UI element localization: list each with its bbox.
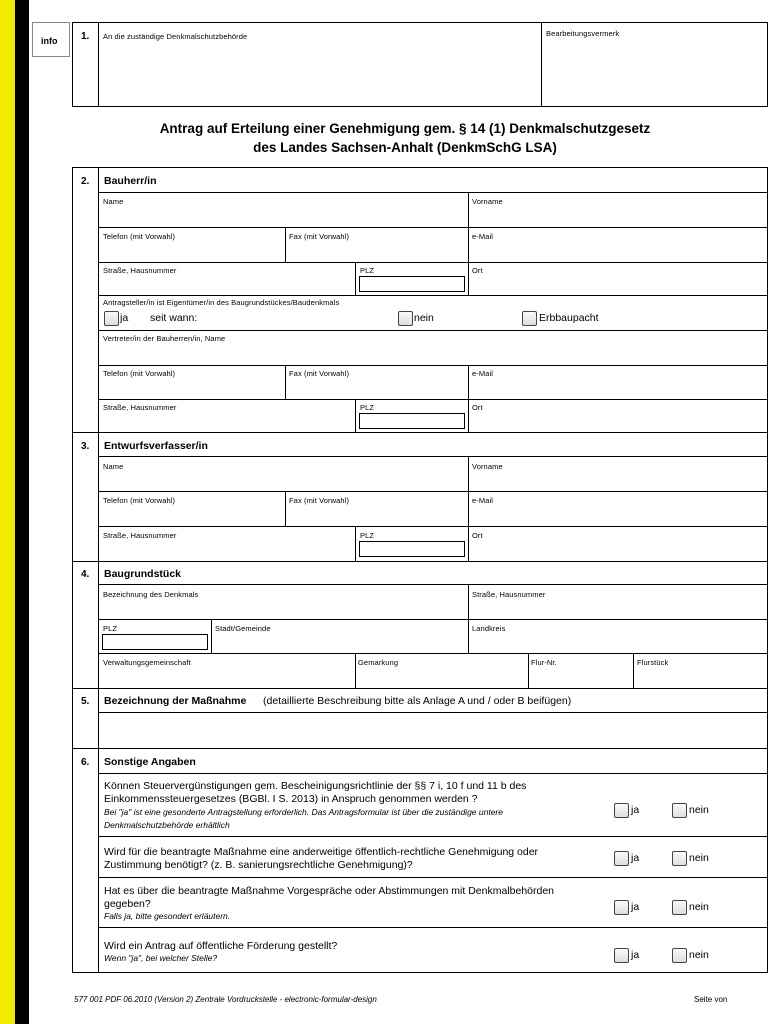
section-6-number: 6. xyxy=(81,757,90,768)
gemarkung-field[interactable] xyxy=(356,654,527,687)
info-button[interactable] xyxy=(32,22,70,57)
owner-nein-checkbox[interactable] xyxy=(398,311,413,326)
q4-nein-label: nein xyxy=(689,949,709,961)
section-5-title: Bezeichnung der Maßnahme xyxy=(104,695,247,707)
label-verwaltung: Verwaltungsgemeinschaft xyxy=(103,658,191,667)
label-plz-4: PLZ xyxy=(103,624,118,633)
owner-erbbaupacht-label: Erbbaupacht xyxy=(539,312,599,324)
flur-nr-field[interactable] xyxy=(529,654,632,687)
entwurf-fax-field[interactable] xyxy=(286,492,467,525)
label-fax-2: Fax (mit Vorwahl) xyxy=(289,369,350,378)
label-fax: Fax (mit Vorwahl) xyxy=(289,232,350,241)
label-stadt: Stadt/Gemeinde xyxy=(215,624,271,633)
label-strasse-3: Straße, Hausnummer xyxy=(103,531,177,540)
label-strasse: Straße, Hausnummer xyxy=(103,266,177,275)
vertreter-strasse-field[interactable] xyxy=(99,400,354,431)
label-plz: PLZ xyxy=(360,266,375,275)
bauherr-ort-field[interactable] xyxy=(469,263,767,294)
label-flur-nr: Flur-Nr. xyxy=(531,658,557,667)
vertreter-fax-field[interactable] xyxy=(286,366,467,398)
massnahme-field[interactable] xyxy=(99,713,767,747)
label-gemarkung: Gemarkung xyxy=(358,658,399,667)
label-name-3: Name xyxy=(103,462,124,471)
owner-ja-label: ja xyxy=(120,312,129,324)
form-title-line1: Antrag auf Erteilung einer Genehmigung gem. § 14 (1) Denkmalschutzgesetz xyxy=(159,121,651,136)
denkmal-stadt-field[interactable] xyxy=(212,620,467,652)
q1-nein-label: nein xyxy=(689,804,709,816)
label-vorname: Vorname xyxy=(472,197,503,206)
q4-text-line1: Wird ein Antrag auf öffentliche Förderung gestellt? xyxy=(104,940,338,952)
vertreter-email-field[interactable] xyxy=(469,366,767,398)
vertreter-telefon-field[interactable] xyxy=(99,366,284,398)
bauherr-vorname-field[interactable] xyxy=(469,193,767,226)
q3-text-line1: Hat es über die beantragte Maßnahme Vorgespräche oder Abstimmungen mit Denkmalbehörden xyxy=(104,885,555,897)
verwaltung-field[interactable] xyxy=(99,654,354,687)
q3-nein-label: nein xyxy=(689,901,709,913)
q4-ja-checkbox[interactable] xyxy=(614,948,629,963)
q2-text-line2: Zustimmung benötigt? (z. B. sanierungsrechtliche Genehmigung)? xyxy=(104,859,413,871)
denkmal-landkreis-field[interactable] xyxy=(469,620,767,652)
owner-erbbaupacht-checkbox[interactable] xyxy=(522,311,537,326)
seit-wann-field[interactable] xyxy=(205,310,390,326)
black-margin-stripe xyxy=(15,0,29,1024)
section-4-number: 4. xyxy=(81,569,90,580)
footer-page: Seite von xyxy=(694,995,728,1004)
section-4-title: Baugrundstück xyxy=(104,568,182,580)
footer-form-id: 577 001 PDF 06.2010 (Version 2) Zentrale Vordruckstelle - electronic-formular-design xyxy=(74,995,377,1004)
q1-ja-checkbox[interactable] xyxy=(614,803,629,818)
label-landkreis: Landkreis xyxy=(472,624,506,633)
entwurf-strasse-field[interactable] xyxy=(99,527,354,560)
q2-ja-checkbox[interactable] xyxy=(614,851,629,866)
flurstueck-field[interactable] xyxy=(634,654,767,687)
owner-nein-label: nein xyxy=(414,312,434,324)
label-email-2: e-Mail xyxy=(472,369,494,378)
info-button-label: info xyxy=(41,36,58,46)
section-5-number: 5. xyxy=(81,696,90,707)
entwurf-telefon-field[interactable] xyxy=(99,492,284,525)
label-ort: Ort xyxy=(472,266,483,275)
q1-note-line1: Bei "ja" ist eine gesonderte Antragstellung erforderlich. Das Antragsformular ist über die zuständige untere xyxy=(104,807,503,817)
q3-ja-checkbox[interactable] xyxy=(614,900,629,915)
bauherr-strasse-field[interactable] xyxy=(99,263,354,294)
vertreter-name-field[interactable] xyxy=(99,331,767,364)
label-fax-3: Fax (mit Vorwahl) xyxy=(289,496,350,505)
denkmal-strasse-field[interactable] xyxy=(469,585,767,618)
q4-note: Wenn "ja", bei welcher Stelle? xyxy=(104,953,218,963)
bauherr-telefon-field[interactable] xyxy=(99,228,284,261)
label-telefon: Telefon (mit Vorwahl) xyxy=(103,232,176,241)
owner-ja-checkbox[interactable] xyxy=(104,311,119,326)
section-2-title: Bauherr/in xyxy=(104,175,157,187)
section-6-title: Sonstige Angaben xyxy=(104,756,196,768)
q1-nein-checkbox[interactable] xyxy=(672,803,687,818)
label-telefon-2: Telefon (mit Vorwahl) xyxy=(103,369,176,378)
label-ort-3: Ort xyxy=(472,531,483,540)
processing-note-label: Bearbeitungsvermerk xyxy=(546,29,620,38)
q2-text-line1: Wird für die beantragte Maßnahme eine anderweitige öffentlich-rechtliche Genehmigung oder xyxy=(104,846,539,858)
entwurf-vorname-field[interactable] xyxy=(469,457,767,490)
label-email: e-Mail xyxy=(472,232,494,241)
denkmal-plz-field[interactable] xyxy=(102,634,208,650)
label-email-3: e-Mail xyxy=(472,496,494,505)
bauherr-email-field[interactable] xyxy=(469,228,767,261)
bauherr-fax-field[interactable] xyxy=(286,228,467,261)
q2-nein-checkbox[interactable] xyxy=(672,851,687,866)
q1-text-line1: Können Steuervergünstigungen gem. Bescheinigungsrichtlinie der §§ 7 i, 10 f und 11 b des xyxy=(104,780,527,792)
entwurf-plz-field[interactable] xyxy=(359,541,465,557)
bauherr-plz-field[interactable] xyxy=(359,276,465,292)
label-plz-2: PLZ xyxy=(360,403,375,412)
section-3-title: Entwurfsverfasser/in xyxy=(104,440,208,452)
section-2-number: 2. xyxy=(81,176,90,187)
label-telefon-3: Telefon (mit Vorwahl) xyxy=(103,496,176,505)
section-3-number: 3. xyxy=(81,441,90,452)
q3-note: Falls ja, bitte gesondert erläutern. xyxy=(104,911,231,921)
q4-nein-checkbox[interactable] xyxy=(672,948,687,963)
label-strasse-2: Straße, Hausnummer xyxy=(103,403,177,412)
label-vertreter: Vertreter/in der Bauherren/in, Name xyxy=(103,334,226,343)
entwurf-name-field[interactable] xyxy=(99,457,467,490)
label-name: Name xyxy=(103,197,124,206)
label-flurstueck: Flurstück xyxy=(637,658,669,667)
entwurf-ort-field[interactable] xyxy=(469,527,767,560)
label-bezeichnung-denkmal: Bezeichnung des Denkmals xyxy=(103,590,199,599)
label-plz-3: PLZ xyxy=(360,531,375,540)
q3-text-line2: gegeben? xyxy=(104,898,151,910)
q2-nein-label: nein xyxy=(689,852,709,864)
seit-wann-label: seit wann: xyxy=(150,312,198,324)
form-title-line2: des Landes Sachsen-Anhalt (DenkmSchG LSA) xyxy=(253,140,557,155)
q3-ja-label: ja xyxy=(631,901,640,913)
q4-ja-label: ja xyxy=(631,949,640,961)
label-vorname-3: Vorname xyxy=(472,462,503,471)
q2-ja-label: ja xyxy=(631,852,640,864)
denkmal-bezeichnung-field[interactable] xyxy=(99,585,467,618)
bauherr-name-field[interactable] xyxy=(99,193,467,226)
vertreter-plz-field[interactable] xyxy=(359,413,465,429)
section-5-hint: (detaillierte Beschreibung bitte als Anlage A und / oder B beifügen) xyxy=(263,695,572,707)
entwurf-email-field[interactable] xyxy=(469,492,767,525)
yellow-margin-stripe xyxy=(0,0,15,1024)
label-strasse-4: Straße, Hausnummer xyxy=(472,590,546,599)
q1-text-line2: Einkommenssteuergesetzes (BGBl. I S. 2013) in Anspruch genommen werden ? xyxy=(104,793,478,805)
section-1-number: 1. xyxy=(81,31,90,42)
vertreter-ort-field[interactable] xyxy=(469,400,767,431)
q3-nein-checkbox[interactable] xyxy=(672,900,687,915)
q1-ja-label: ja xyxy=(631,804,640,816)
authority-label: An die zuständige Denkmalschutzbehörde xyxy=(103,32,248,41)
q1-note-line2: Denkmalschutzbehörde erhältlich xyxy=(104,820,230,830)
label-owner-question: Antragsteller/in ist Eigentümer/in des Baugrundstückes/Baudenkmals xyxy=(103,298,340,307)
label-ort-2: Ort xyxy=(472,403,483,412)
